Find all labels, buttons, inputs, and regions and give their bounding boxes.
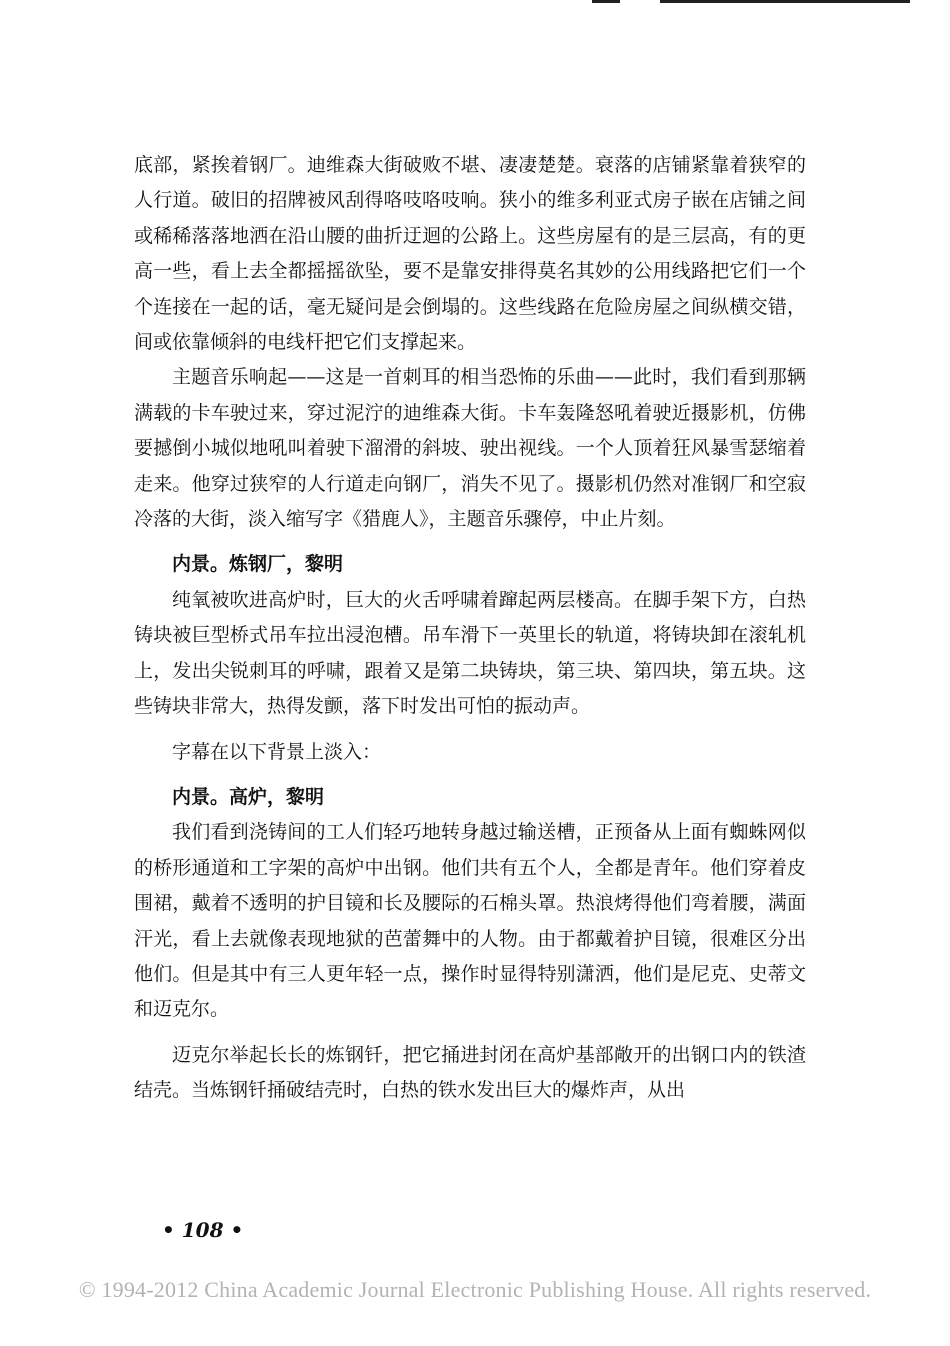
scene-heading-steel-mill: 内景。炼钢厂，黎明	[172, 553, 344, 576]
copyright-notice: © 1994-2012 China Academic Journal Electronic Publishing House. All rights reserved.	[78, 1277, 872, 1302]
top-rule-left	[592, 0, 620, 3]
paragraph-credits-fade: 字幕在以下背景上淡入：	[172, 740, 382, 763]
paragraph-theme-music: 主题音乐响起——这是一首刺耳的相当恐怖的乐曲——此时，我们看到那辆满载的卡车驶过来，穿过泥泞的迪维森大街。卡车轰隆怒吼着驶近摄影机，仿佛要撼倒小城似地吼叫着驶下溜滑的斜坡、驶出视线。一个人顶着狂风暴雪瑟缩着走来。他穿过狭窄的人行道走向钢厂，消失不见了。摄影机仍然对准钢厂和空寂冷落的大街，淡入缩写字《猎鹿人》，主题音乐骤停，中止片刻。	[134, 366, 806, 531]
paragraph-street-description: 底部，紧挨着钢厂。迪维森大街破败不堪、凄凄楚楚。衰落的店铺紧靠着狭窄的人行道。破旧的招牌被风刮得咯吱咯吱响。狭小的维多利亚式房子嵌在店铺之间或稀稀落落地洒在沿山腰的曲折迂迴的公路上。这些房屋有的是三层高，有的更高一些，看上去全都摇摇欲坠，要不是靠安排得莫名其妙的公用线路把它们一个个连接在一起的话，毫无疑问是会倒塌的。这些线路在危险房屋之间纵横交错，间或依靠倾斜的电线杆把它们支撑起来。	[134, 154, 806, 354]
scene-heading-blast-furnace: 内景。高炉，黎明	[172, 785, 325, 808]
top-rule-right	[660, 0, 910, 3]
body-text	[134, 148, 806, 1109]
paragraph-workers: 我们看到浇铸间的工人们轻巧地转身越过输送槽，正预备从上面有蜘蛛网似的桥形通道和工字架的高炉中出钢。他们共有五个人，全都是青年。他们穿着皮围裙，戴着不透明的护目镜和长及腰际的石棉头罩。热浪烤得他们弯着腰，满面汗光，看上去就像表现地狱的芭蕾舞中的人物。由于都戴着护目镜，很难区分出他们。但是其中有三人更年轻一点，操作时显得特别潇洒，他们是尼克、史蒂文和迈克尔。	[134, 821, 806, 1021]
page-number: • 108 •	[162, 1218, 244, 1242]
paragraph-michael: 迈克尔举起长长的炼钢钎，把它捅进封闭在高炉基部敞开的出钢口内的铁渣结壳。当炼钢钎捅破结壳时，白热的铁水发出巨大的爆炸声，从出	[134, 1043, 806, 1102]
paragraph-furnace: 纯氧被吹进高炉时，巨大的火舌呼啸着蹿起两层楼高。在脚手架下方，白热铸块被巨型桥式吊车拉出浸泡槽。吊车滑下一英里长的轨道，将铸块卸在滚轧机上，发出尖锐刺耳的呼啸，跟着又是第二块铸块，第三块、第四块，第五块。这些铸块非常大，热得发颤，落下时发出可怕的振动声。	[134, 588, 806, 718]
